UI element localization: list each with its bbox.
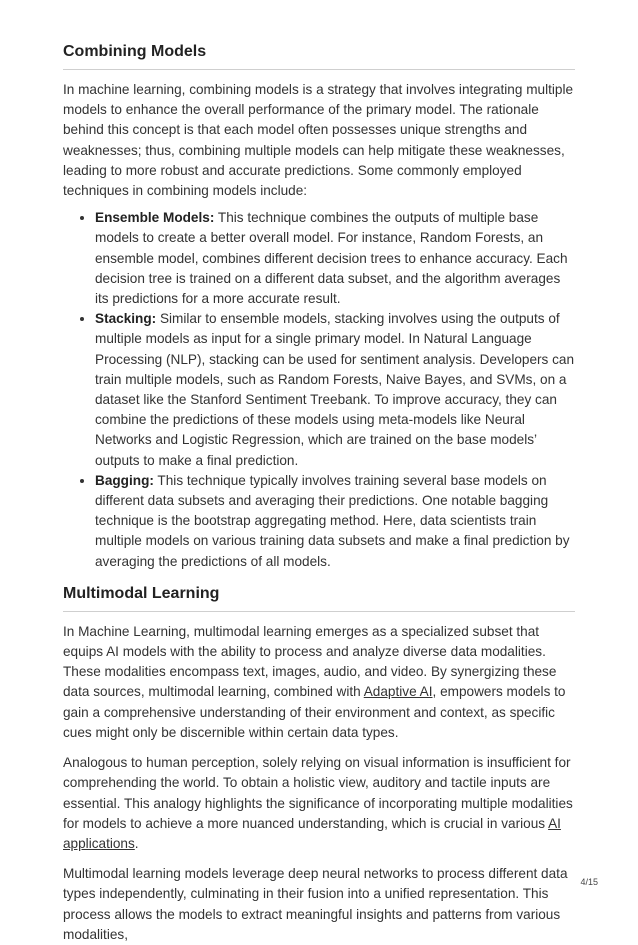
section-heading-multimodal-learning: Multimodal Learning — [63, 584, 575, 612]
multimodal-learning-section — [63, 584, 575, 945]
article-content — [63, 42, 575, 945]
ai-applications-link[interactable]: AI applications — [63, 815, 561, 851]
p2-text-before: Analogous to human perception, solely relying on visual information is insufficient for comprehending the world. To obtain a holistic view, auditory and tactile inputs are essential. This analogy highlights the significance of incorporating multiple modalities for models to achieve a more nuanced understanding, which is crucial in various — [63, 755, 573, 831]
multimodal-paragraph-2 — [63, 753, 575, 854]
combining-models-intro: In machine learning, combining models is a strategy that involves integrating multiple models to enhance the overall performance of the primary model. The rationale behind this concept is that each model often possesses unique strengths and weaknesses; thus, combining multiple models can help mitigate these weaknesses, leading to more robust and accurate predictions. Some commonly employed techniques in combining models include: — [63, 82, 574, 199]
adaptive-ai-link[interactable]: Adaptive AI — [363, 684, 433, 700]
term-stacking: Stacking: — [95, 311, 157, 327]
list-item-bagging — [95, 471, 575, 572]
combining-models-section — [63, 42, 575, 572]
multimodal-paragraph-3: Multimodal learning models leverage deep neural networks to process different data types independently, culminating in their fusion into a unified representation. This process allows the models to extract meaningful insights and patterns from various modalities, — [63, 866, 568, 942]
p1-text-before: In Machine Learning, multimodal learning emerges as a specialized subset that equips AI models with the ability to process and analyze diverse data modalities. These modalities encompass text, images, audio, and video. By synergizing these data sources, multimodal learning, combined with — [63, 623, 557, 700]
list-item-ensemble-models — [95, 208, 575, 309]
techniques-list — [63, 208, 575, 572]
term-bagging: Bagging: — [95, 472, 154, 488]
page-number: 4/15 — [580, 877, 598, 887]
section-heading-combining-models: Combining Models — [63, 42, 575, 70]
desc-stacking: Similar to ensemble models, stacking involves using the outputs of multiple models as input for a single primary model. In Natural Language Processing (NLP), stacking can be used for sentiment analysis. Developers can train multiple models, such as Random Forests, Naive Bayes, and SVMs, on a dataset like the Stanford Sentiment Treebank. To improve accuracy, they can combine the predictions of these models using meta-models like Neural Networks and Logistic Regression, which are trained on the base models’ outputs to make a final prediction. — [95, 311, 575, 468]
p2-text-after: . — [134, 835, 139, 851]
desc-ensemble-models: This technique combines the outputs of multiple base models to create a better overall model. For instance, Random Forests, an ensemble model, combines different decision trees to enhance accuracy. Each decision tree is trained on a different data subset, and the algorithm averages its predictions for a more accurate result. — [95, 210, 568, 307]
list-item-stacking — [95, 309, 575, 471]
multimodal-paragraph-1 — [63, 622, 575, 743]
desc-bagging: This technique typically involves training several base models on different data subsets and averaging their predictions. One notable bagging technique is the bootstrap aggregating method. Here, data scientists train multiple models on various training data subsets and make a final prediction by averaging the predictions of all models. — [95, 472, 570, 569]
term-ensemble-models: Ensemble Models: — [95, 210, 215, 226]
p1-text-after: , empowers models to gain a comprehensive understanding of their environment and context, as specific cues might only be discernible within certain data types. — [63, 684, 566, 740]
